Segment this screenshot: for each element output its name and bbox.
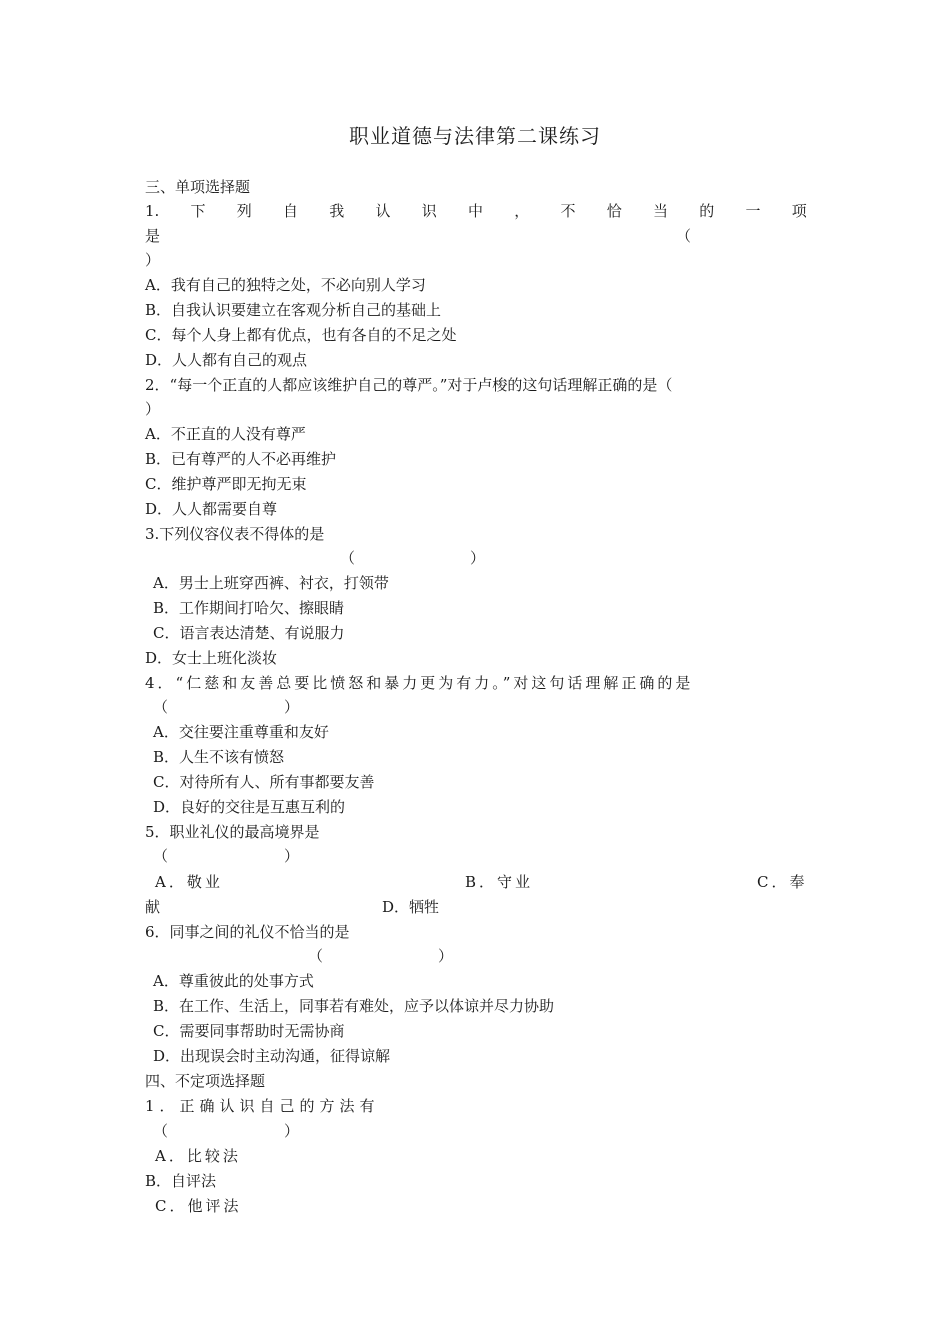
q4-option-c: C．对待所有人、所有事都要友善 (153, 773, 375, 791)
q1-answer-paren-close: ） (145, 251, 161, 269)
q1-option-b: B．自我认识要建立在客观分析自己的基础上 (145, 301, 442, 319)
q1-char: 中 (468, 202, 484, 220)
q1-char: 认 (375, 202, 391, 220)
q3-answer-paren-close: ） (470, 549, 486, 567)
q5-option-b: B．守业 (465, 873, 534, 891)
q5-stem: 5．职业礼仪的最高境界是 (145, 823, 320, 841)
q5-answer-paren-close: ） (284, 847, 300, 865)
q2-stem: 2．“每一个正直的人都应该维护自己的尊严。”对于卢梭的这句话理解正确的是（ (145, 376, 673, 394)
q6-answer-paren-open: （ (308, 947, 324, 965)
q2-option-c: C．维护尊严即无拘无束 (145, 475, 307, 493)
q1-char: 一 (745, 202, 761, 220)
m1-answer-paren-close: ） (284, 1122, 300, 1140)
q6-answer-paren-close: ） (438, 947, 454, 965)
q2-option-a: A．不正直的人没有尊严 (145, 425, 306, 443)
q3-answer-paren-open: （ (340, 549, 356, 567)
q1-stem (145, 200, 807, 222)
q1-char: 恰 (606, 202, 622, 220)
q1-char: 不 (560, 202, 576, 220)
q5-option-c-continued: 献 (145, 898, 161, 916)
page-title: 职业道德与法律第二课练习 (349, 124, 601, 148)
q5-option-a: A．敬业 (155, 873, 223, 891)
q1-answer-paren-open: （ (676, 227, 692, 245)
q1-option-a: A．我有自己的独特之处，不必向别人学习 (145, 276, 426, 294)
q3-option-c: C．语言表达清楚、有说服力 (153, 624, 345, 642)
q2-option-b: B．已有尊严的人不必再维护 (145, 450, 337, 468)
q3-stem: 3.下列仪容仪表不得体的是 (145, 525, 325, 543)
q5-answer-paren-open: （ (153, 847, 169, 865)
q4-stem: 4．“仁慈和友善总要比愤怒和暴力更为有力。”对这句话理解正确的是 (145, 674, 694, 692)
q1-char: 自 (283, 202, 299, 220)
m1-option-b: B．自评法 (145, 1172, 217, 1190)
q1-char: 项 (791, 202, 807, 220)
q1-char: ， (514, 202, 530, 220)
m1-option-c: C．他评法 (155, 1197, 242, 1215)
q2-option-d: D．人人都需要自尊 (145, 500, 278, 518)
q5-option-d: D．牺牲 (382, 898, 440, 916)
q1-stem-continued: 是 (145, 227, 161, 245)
q2-answer-paren-close: ） (145, 400, 161, 418)
q3-option-a: A．男士上班穿西裤、衬衣，打领带 (153, 574, 389, 592)
q6-option-b: B．在工作、生活上，同事若有难处，应予以体谅并尽力协助 (153, 997, 555, 1015)
m1-answer-paren-open: （ (153, 1122, 169, 1140)
q6-option-d: D．出现误会时主动沟通，征得谅解 (153, 1047, 391, 1065)
q1-char: 识 (421, 202, 437, 220)
q6-stem: 6．同事之间的礼仪不恰当的是 (145, 923, 350, 941)
q4-option-b: B．人生不该有愤怒 (153, 748, 285, 766)
m1-option-a: A．比较法 (155, 1147, 241, 1165)
q4-answer-paren-close: ） (284, 698, 300, 716)
section-heading-single-choice: 三、单项选择题 (145, 178, 251, 196)
q1-char: 当 (653, 202, 669, 220)
m1-stem: 1．正确认识自己的方法有 (145, 1097, 380, 1115)
q4-option-d: D．良好的交往是互惠互利的 (153, 798, 346, 816)
q3-option-d: D．女士上班化淡妆 (145, 649, 278, 667)
q6-option-a: A．尊重彼此的处事方式 (153, 972, 314, 990)
q5-option-c: C．奉 (757, 873, 808, 891)
q1-char: 我 (329, 202, 345, 220)
q1-option-c: C．每个人身上都有优点，也有各自的不足之处 (145, 326, 457, 344)
q6-option-c: C．需要同事帮助时无需协商 (153, 1022, 345, 1040)
q4-answer-paren-open: （ (153, 698, 169, 716)
q1-option-d: D．人人都有自己的观点 (145, 351, 308, 369)
q1-char: 的 (699, 202, 715, 220)
q1-char: 下 (190, 202, 206, 220)
q1-char: 1. (145, 202, 160, 220)
q1-char: 列 (236, 202, 252, 220)
q3-option-b: B．工作期间打哈欠、擦眼睛 (153, 599, 345, 617)
section-heading-multiple-choice: 四、不定项选择题 (145, 1072, 266, 1090)
q4-option-a: A．交往要注重尊重和友好 (153, 723, 329, 741)
